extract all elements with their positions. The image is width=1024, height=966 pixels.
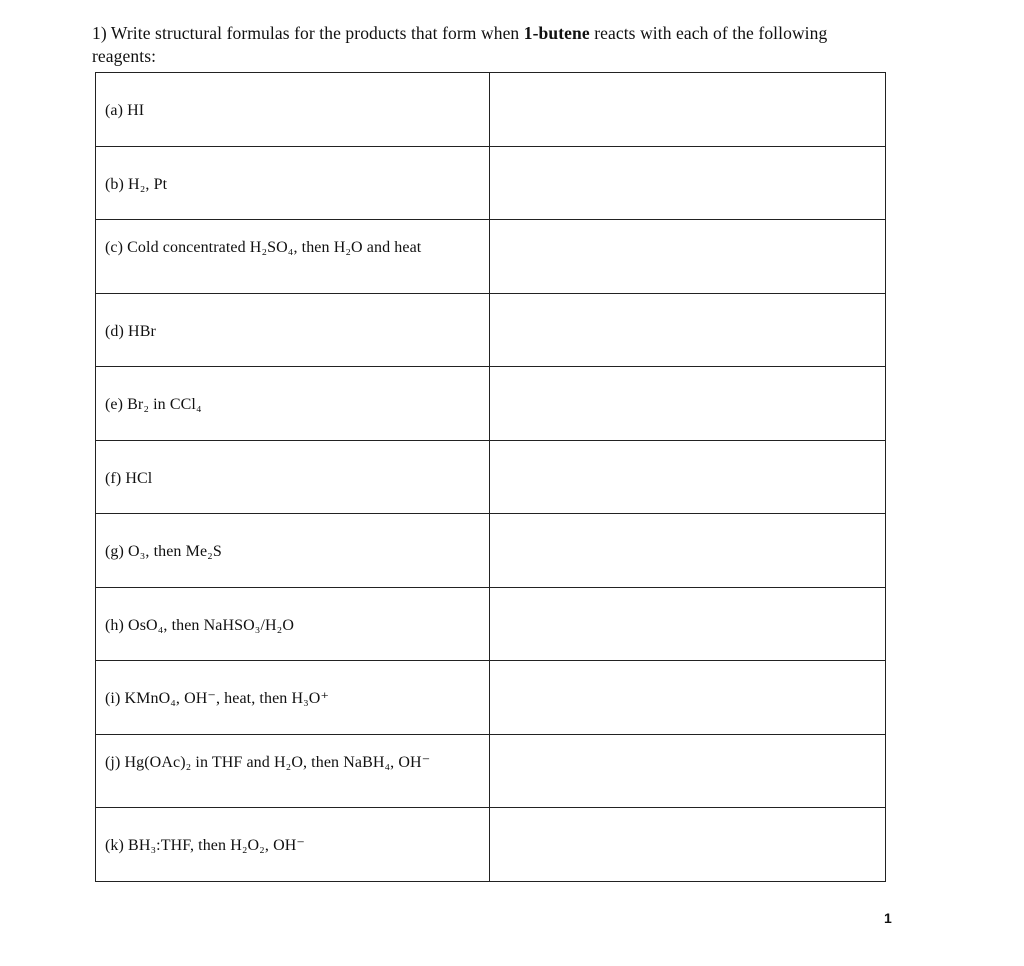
reagent-cell bbox=[96, 661, 490, 735]
table-row bbox=[96, 661, 886, 735]
answer-cell[interactable] bbox=[490, 367, 886, 441]
table-row bbox=[96, 293, 886, 367]
reagent-label: (h) OsO₄, then NaHSO₃/H₂O bbox=[105, 616, 294, 634]
table-row bbox=[96, 220, 886, 294]
reagent-cell bbox=[96, 734, 490, 808]
answer-cell[interactable] bbox=[490, 514, 886, 588]
table-row bbox=[96, 367, 886, 441]
answer-cell[interactable] bbox=[490, 293, 886, 367]
reagent-label: (g) O₃, then Me₂S bbox=[105, 543, 222, 560]
table-row bbox=[96, 73, 886, 147]
question-text-prefix: 1) Write structural formulas for the products that form when bbox=[92, 23, 524, 43]
reagent-label: (f) HCl bbox=[105, 469, 153, 487]
answer-cell[interactable] bbox=[490, 808, 886, 882]
reagent-cell bbox=[96, 440, 490, 514]
reagent-label: (d) HBr bbox=[105, 322, 156, 340]
table-row bbox=[96, 146, 886, 220]
table-row bbox=[96, 734, 886, 808]
reagent-cell bbox=[96, 808, 490, 882]
reagent-label: (k) BH₃:THF, then H₂O₂, OH⁻ bbox=[105, 837, 305, 854]
reagent-label: (e) Br₂ in CCl₄ bbox=[105, 396, 202, 413]
answer-cell[interactable] bbox=[490, 734, 886, 808]
reagent-cell bbox=[96, 146, 490, 220]
answer-cell[interactable] bbox=[490, 146, 886, 220]
answer-cell[interactable] bbox=[490, 587, 886, 661]
table-row bbox=[96, 587, 886, 661]
reagent-label: (b) H₂, Pt bbox=[105, 175, 168, 193]
reagent-label: (c) Cold concentrated H₂SO₄, then H₂O and heat bbox=[105, 239, 422, 256]
answer-cell[interactable] bbox=[490, 220, 886, 294]
table-row bbox=[96, 808, 886, 882]
reagent-label: (i) KMnO₄, OH⁻, heat, then H₃O⁺ bbox=[105, 690, 329, 707]
reagent-label: (a) HI bbox=[105, 102, 145, 119]
reagent-cell bbox=[96, 220, 490, 294]
reagent-cell bbox=[96, 73, 490, 147]
answer-cell[interactable] bbox=[490, 73, 886, 147]
reagent-cell bbox=[96, 367, 490, 441]
reagents-table bbox=[95, 72, 886, 882]
reagent-cell bbox=[96, 514, 490, 588]
answer-cell[interactable] bbox=[490, 440, 886, 514]
page-number: 1 bbox=[884, 910, 892, 926]
answer-cell[interactable] bbox=[490, 661, 886, 735]
question-text-compound: 1-butene bbox=[523, 23, 590, 43]
table-row bbox=[96, 514, 886, 588]
reagent-cell bbox=[96, 293, 490, 367]
table-row bbox=[96, 440, 886, 514]
question-text-suffix: reacts with each of the following reagents: bbox=[92, 23, 828, 66]
question-prompt bbox=[92, 22, 872, 68]
reagent-label: (j) Hg(OAc)₂ in THF and H₂O, then NaBH₄, OH⁻ bbox=[105, 753, 431, 771]
reagent-cell bbox=[96, 587, 490, 661]
